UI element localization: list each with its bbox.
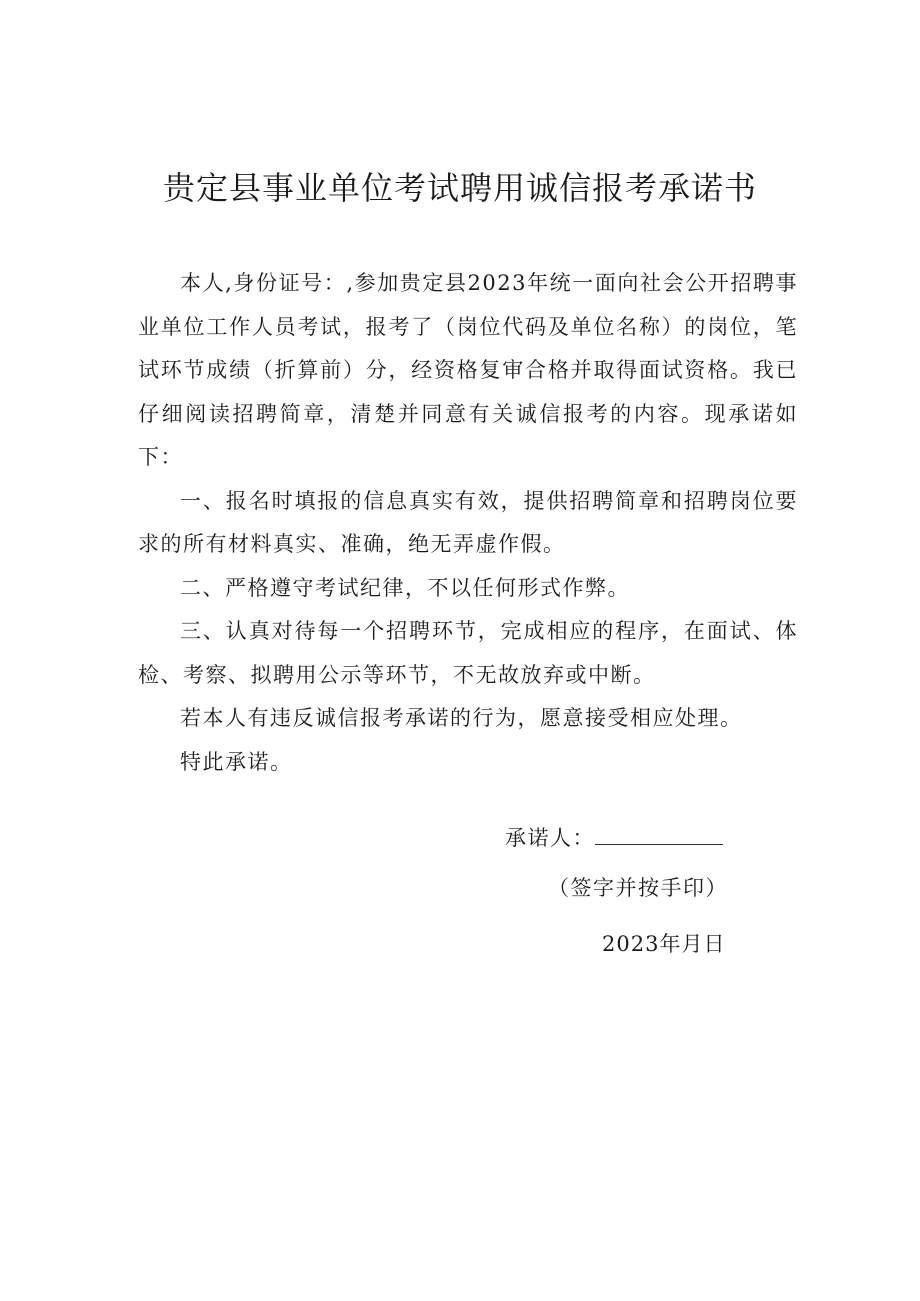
paragraph-closing: 特此承诺。 bbox=[180, 749, 293, 774]
paragraph-pledge-2: 二、严格遵守考试纪律，不以任何形式作弊。 bbox=[180, 575, 630, 600]
signature-blank[interactable] bbox=[595, 818, 723, 845]
signature-date: 2023年月日 bbox=[602, 932, 726, 956]
document-title: 贵定县事业单位考试聘用诚信报考承诺书 bbox=[162, 169, 757, 207]
paragraph-intro: 本人,身份证号：,参加贵定县2023年统一面向社会公开招聘事业单位工作人员考试，报考了（岗位代码及单位名称）的岗位，笔试环节成绩（折算前）分，经资格复审合格并取得面试资格。我已仔细阅读招聘简章，清楚并同意有关诚信报考的内容。现承诺如下： bbox=[138, 271, 798, 469]
paragraph-violation: 若本人有违反诚信报考承诺的行为，愿意接受相应处理。 bbox=[180, 706, 743, 730]
document-body bbox=[138, 262, 798, 784]
paragraph-pledge-1: 一、报名时填报的信息真实有效，提供招聘简章和招聘岗位要求的所有材料真实、准确，绝无弄虚作假。 bbox=[138, 488, 798, 556]
signature-label: 承诺人： bbox=[505, 826, 595, 850]
signature-note: （签字并按手印） bbox=[548, 876, 728, 900]
signature-line bbox=[505, 818, 765, 858]
paragraph-pledge-3: 三、认真对待每一个招聘环节，完成相应的程序，在面试、体检、考察、拟聘用公示等环节，不无故放弃或中断。 bbox=[138, 619, 798, 687]
